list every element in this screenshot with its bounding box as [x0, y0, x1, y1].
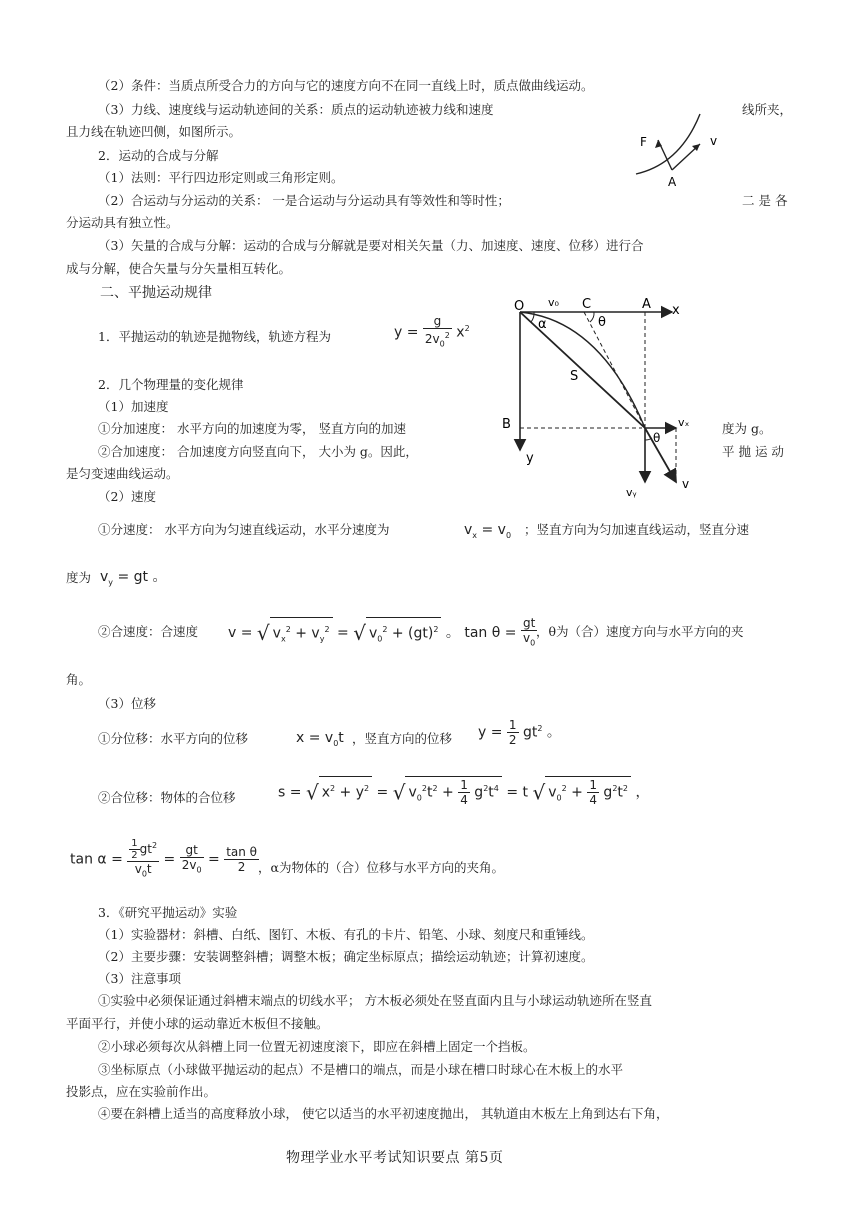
tan-alpha-equation: tan α = $\frac{1}{2}$ $gt^2$ $v_0t$ = $\frac{gt}{2v_0}$ = $\frac{\text{tan θ}}{2}$ — [70, 838, 258, 879]
acceleration-resultant: ②合加速度： 合加速度方向竖直向下， 大小为 g。因此， — [98, 444, 418, 459]
compose-relation: （2）合运动与分运动的关系： 一是合运动与分运动具有等效性和等时性； — [98, 193, 510, 208]
fig2-label-x: x — [672, 303, 680, 318]
experiment-steps: （2）主要步骤：安装调整斜槽；调整木板；确定坐标原点；描绘运动轨迹；计算初速度。 — [98, 949, 594, 964]
projectile-diagram — [500, 290, 710, 500]
section-heading: 二、平抛运动规律 — [100, 285, 212, 301]
experiment-title: 3．《研究平抛运动》实验 — [98, 905, 238, 920]
fig1-label-v: v — [710, 134, 718, 148]
trajectory-text: 1．平抛运动的轨迹是抛物线，轨迹方程为 — [98, 329, 331, 344]
vx-equation: $v_x = v_0$ — [464, 522, 512, 540]
curve-condition: （2）条件：当质点所受合力的方向与它的速度方向不在同一直线上时，质点做曲线运动。 — [98, 78, 594, 93]
compose-relation-cont: 分运动具有独立性。 — [66, 215, 179, 230]
fig2-label-theta: θ — [598, 315, 606, 330]
compose-vector-cont: 成与分解，使合矢量与分矢量相互转化。 — [66, 261, 292, 276]
experiment-note-2: ②小球必须每次从斜槽上同一位置无初速度滚下，即应在斜槽上固定一个挡板。 — [98, 1039, 536, 1054]
experiment-note-1: ①实验中必须保证通过斜槽末端点的切线水平； 方木板必须处在竖直面内且与小球运动轨迹所在竖直 — [98, 993, 652, 1008]
x-equation: $x = v_0t$ — [296, 730, 344, 748]
fig1-label-A: A — [668, 175, 677, 189]
curve-relation: （3）力线、速度线与运动轨迹间的关系：质点的运动轨迹被力线和速度 — [98, 102, 494, 117]
tan-alpha-desc: ，α为物体的（合）位移与水平方向的夹角。 — [258, 860, 504, 875]
fig1-label-F: F — [640, 135, 647, 149]
s-equation: s = √ $x^2 + y^2$ = √ $v_0^2t^2$ + $\frac{1}{4}$ $g^2t^4 = t$ √ $v_0^2$ + $\frac{1}{4}$ $g^2t^2$ ， — [278, 776, 649, 810]
compose-rule: （1）法则：平行四边形定则或三角形定则。 — [98, 170, 344, 185]
fig2-label-S: S — [570, 369, 579, 384]
compose-relation-end: 二 是 各 — [742, 193, 788, 208]
experiment-note-1-cont: 平面平行，并使小球的运动靠近木板但不接触。 — [66, 1016, 329, 1031]
y-equation: y = $\frac{1}{2}$ $gt^2$ 。 — [478, 718, 561, 747]
vy-equation: $v_y$ = gt 。 — [100, 569, 167, 587]
curve-relation-end: 线所夹， — [742, 102, 793, 117]
experiment-notes-title: （3）注意事项 — [98, 971, 181, 986]
velocity-resultant-end: ，θ为（合）速度方向与水平方向的夹 — [536, 624, 744, 639]
fig2-label-vx: vₓ — [678, 416, 690, 429]
experiment-equipment: （1）实验器材：斜槽、白纸、图钉、木板、有孔的卡片、铅笔、小球、刻度尺和重锤线。 — [98, 927, 594, 942]
fig2-label-B: B — [502, 417, 511, 432]
fig2-label-v: v — [682, 477, 690, 491]
acceleration-component: ①分加速度： 水平方向的加速度为零， 竖直方向的加速 — [98, 421, 406, 436]
displacement-component-mid: ，竖直方向的位移 — [352, 731, 453, 746]
acceleration-resultant-end: 平 抛 运 动 — [722, 444, 784, 459]
quantities-title: 2．几个物理量的变化规律 — [98, 377, 244, 392]
acceleration-title: （1）加速度 — [98, 399, 169, 414]
velocity-title: （2）速度 — [98, 489, 156, 504]
curve-relation-cont: 且力线在轨迹凹侧，如图所示。 — [66, 124, 242, 139]
fig2-label-A: A — [642, 297, 651, 312]
velocity-component: ①分速度： 水平方向为匀速直线运动，水平分速度为 — [98, 522, 390, 537]
fig2-label-alpha: α — [538, 317, 547, 332]
v-resultant-equation: v = √ $v_x^2 + v_y^2$ = √ $v_0^2 + (gt)^2$ 。 tan θ = $\frac{gt}{v_0}$ — [228, 616, 537, 651]
displacement-component: ①分位移：水平方向的位移 — [98, 731, 249, 746]
acceleration-resultant-cont: 是匀变速曲线运动。 — [66, 466, 179, 481]
force-velocity-figure — [628, 112, 738, 190]
fig2-label-y: y — [526, 451, 534, 466]
vy-prefix: 度为 — [66, 570, 92, 585]
velocity-resultant-cont: 角。 — [66, 672, 92, 687]
fig2-label-theta2: θ — [653, 431, 661, 445]
experiment-note-4: ④要在斜槽上适当的高度释放小球， 使它以适当的水平初速度抛出， 其轨道由木板左上角到达右下角， — [98, 1106, 669, 1121]
fig2-label-vy: vᵧ — [626, 486, 637, 499]
page-footer: 物理学业水平考试知识要点 第5页 — [286, 1150, 504, 1166]
fig2-label-v0: v₀ — [548, 296, 559, 309]
velocity-component-end: ；竖直方向为匀加速直线运动，竖直分速 — [524, 522, 750, 537]
acceleration-component-end: 度为 g。 — [722, 421, 772, 436]
experiment-note-3-cont: 投影点，应在实验前作出。 — [66, 1084, 217, 1099]
compose-title: 2．运动的合成与分解 — [98, 148, 219, 163]
displacement-resultant: ②合位移：物体的合位移 — [98, 790, 236, 805]
trajectory-equation: y = $\frac{g}{2v_0^2}$ $x^2$ — [394, 314, 470, 349]
velocity-resultant: ②合速度：合速度 — [98, 624, 199, 639]
displacement-title: （3）位移 — [98, 696, 156, 711]
fig2-label-C: C — [582, 297, 592, 312]
compose-vector: （3）矢量的合成与分解：运动的合成与分解就是要对相关矢量（力、加速度、速度、位移）进行合 — [98, 238, 644, 253]
fig2-label-O: O — [514, 299, 525, 314]
experiment-note-3: ③坐标原点（小球做平抛运动的起点）不是槽口的端点，而是小球在槽口时球心在木板上的水平 — [98, 1062, 624, 1077]
